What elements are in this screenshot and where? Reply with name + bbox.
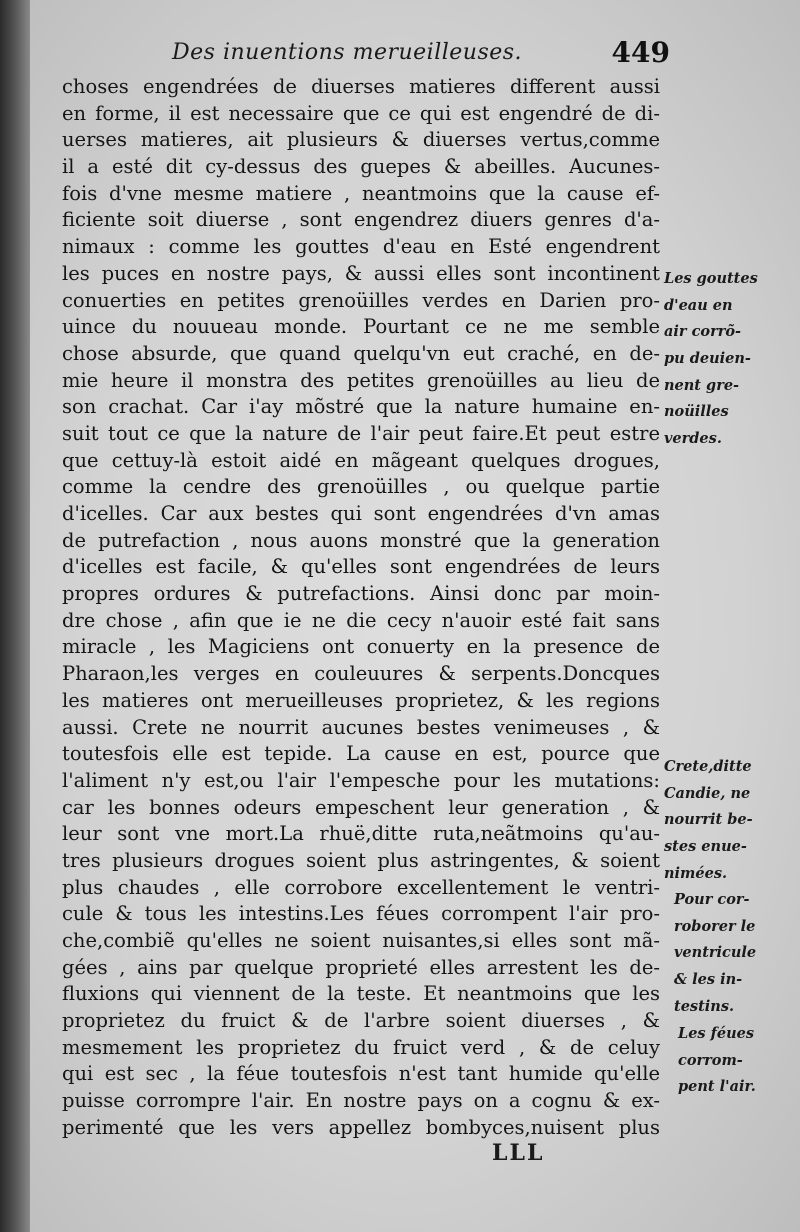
text-line: les puces en nostre pays, & aussi elles sont incontinent [62,261,660,285]
note-line: verdes. [664,430,722,448]
text-line: aussi. Crete ne nourrit aucunes bestes venimeuses , & [62,715,660,739]
note-line: Pour cor- [674,891,750,908]
note-line: noüilles [664,403,729,421]
text-line: gées , ains par quelque proprieté elles arrestent les de- [62,955,660,979]
text-line: en forme, il est necessaire que ce qui est engendré de di- [62,101,660,125]
text-line: toutesfois elle est tepide. La cause en est, pource que [62,742,660,766]
text-line: fois d'vne mesme matiere , neantmoins que la cause ef- [62,181,660,205]
text-line: fluxions qui viennent de la teste. Et neantmoins que les [62,982,660,1006]
text-line: tres plusieurs drogues soient plus astringentes, & soient [62,848,660,872]
text-line: nimaux : comme les gouttes d'eau en Esté engendrent [62,235,660,259]
text-line: uince du nouueau monde. Pourtant ce ne me semble [62,315,660,339]
text-line: cule & tous les intestins.Les féues corrompent l'air pro- [62,902,660,926]
running-title: Des inuentions merueilleuses. [172,40,523,65]
text-line: comme la cendre des grenoüilles , ou quelque partie [62,475,660,499]
text-line: mie heure il monstra des petites grenoüilles au lieu de [62,368,660,392]
text-line: leur sont vne mort.La rhuë,ditte ruta,neãtmoins qu'au- [62,822,660,846]
text-line: d'icelles. Car aux bestes qui sont engendrées d'vn amas [62,502,660,525]
text-line: l'aliment n'y est,ou l'air l'empesche pour les mutations: [62,768,660,792]
note-line: nimées. [664,864,728,882]
note-line: d'eau en [664,296,733,314]
note-line: nent gre- [664,376,740,394]
text-line: suit tout ce que la nature de l'air peut faire.Et peut estre [62,421,660,445]
note-line: roborer le [674,917,756,935]
text-line: il a esté dit cy-dessus des guepes & abeilles. Aucunes- [62,155,660,179]
text-line: dre chose , afin que ie ne die cecy n'auoir esté fait sans [62,608,660,632]
note-line: corrom- [678,1051,743,1069]
text-line: Pharaon,les verges en couleuures & serpents.Doncques [62,662,660,686]
page-header [60,36,670,72]
text-line: qui est sec , la féue toutesfois n'est tant humide qu'elle [62,1062,660,1086]
text-line: conuerties en petites grenoüilles verdes en Darien pro- [62,288,660,312]
note-line: stes enue- [664,838,747,856]
text-line: miracle , les Magiciens ont conuerty en la presence de [62,635,660,659]
note-line: air corrõ- [664,323,742,341]
text-line: puisse corrompre l'air. En nostre pays on a cognu & ex- [62,1089,660,1113]
text-line: son crachat. Car i'ay mõstré que la nature humaine en- [62,395,660,419]
note-line: testins. [674,997,735,1015]
text-line: proprietez du fruict & de l'arbre soient diuerses , & [62,1009,660,1033]
note-line: pent l'air. [678,1078,756,1096]
text-line: car les bonnes odeurs empeschent leur generation , & [62,795,660,819]
margin-note-gouttes [664,266,758,453]
text-line: que cettuy-là estoit aidé en mãgeant quelques drogues, [62,448,660,472]
text-line: d'icelles est facile, & qu'elles sont engendrées de leurs [62,555,660,579]
page-number: 449 [611,36,670,69]
note-line: Crete,ditte [664,758,752,775]
note-line: ventricule [674,944,757,962]
margin-note-feues [678,1021,756,1101]
margin-note-ventricule [674,887,756,1020]
body-text [62,74,660,1142]
text-line: perimenté que les vers appellez bombyces,nuisent plus [62,1115,660,1139]
binding-gutter [0,0,30,1232]
text-line: mesmement les proprietez du fruict verd , & de celuy [62,1035,660,1059]
text-line: choses engendrées de diuerses matieres different aussi [62,75,660,98]
note-line: pu deuien- [664,350,751,368]
text-line: chose absurde, que quand quelqu'vn eut craché, en de- [62,341,660,365]
note-line: Les gouttes [664,270,758,287]
note-line: Les féues [678,1025,755,1042]
note-line: & les in- [674,971,743,989]
margin-note-crete [664,754,753,887]
text-line: les matieres ont merueilleuses proprietez, & les regions [62,688,660,712]
signature-mark: LLL [492,1140,545,1166]
text-line: uerses matieres, ait plusieurs & diuerses vertus,comme [62,128,660,152]
text-line: plus chaudes , elle corrobore excellentement le ventri- [62,875,660,899]
text-line: ficiente soit diuerse , sont engendrez diuers genres d'a- [62,208,660,232]
text-line: che,combiẽ qu'elles ne soient nuisantes,si elles sont mã- [62,929,660,952]
text-line: propres ordures & putrefactions. Ainsi donc par moin- [62,582,660,606]
note-line: Candie, ne [664,784,751,802]
text-line: de putrefaction , nous auons monstré que la generation [62,528,660,552]
note-line: nourrit be- [664,811,753,829]
